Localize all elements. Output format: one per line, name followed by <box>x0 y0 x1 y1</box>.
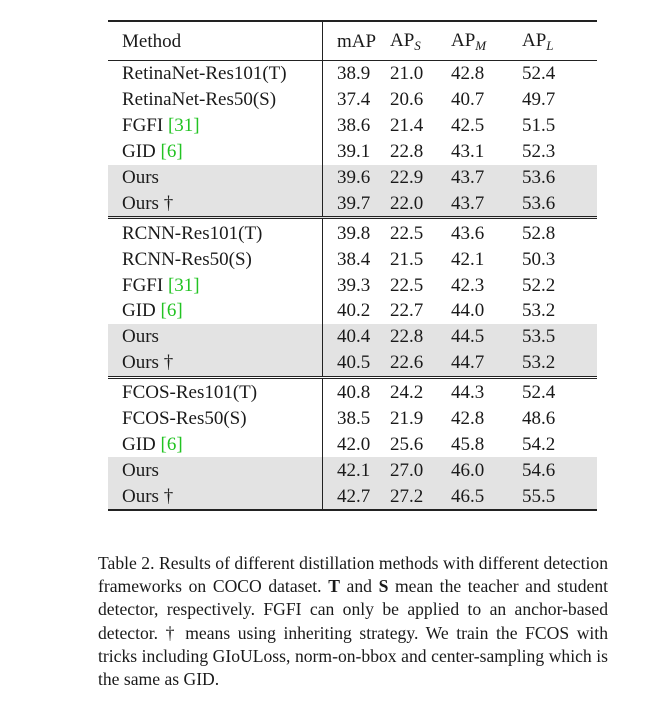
header-ap-l: $AP_L$ <box>522 21 597 61</box>
ap-s-cell: 22.5 <box>390 218 451 246</box>
table-caption: Table 2. Results of different distillation methods with different detection frameworks on COCO dataset. T and S mean the teacher and student detector, respectively. FGFI can only be applied to an anchor-based detector. † means using inheriting strategy. We train the FCOS with tricks including GIoULoss, norm-on-bbox and center-sampling which is the same as GID. <box>98 553 609 690</box>
method-name: GID <box>122 300 161 322</box>
method-name: FGFI <box>122 115 168 137</box>
table-row <box>108 218 597 246</box>
method-name: FGFI <box>122 274 168 296</box>
ap-l-cell: 54.6 <box>522 457 597 483</box>
header-method: Method <box>108 21 323 61</box>
ap-m-cell: 46.5 <box>451 483 522 510</box>
table-row <box>108 483 597 510</box>
ap-s-cell: 22.5 <box>390 274 424 296</box>
method-cell <box>108 457 323 483</box>
map-cell: 39.7 <box>323 190 391 217</box>
method-name: Ours † <box>122 192 174 214</box>
map-cell: 40.4 <box>323 324 391 350</box>
map-cell: 42.0 <box>337 433 371 455</box>
ap-m-cell: 44.5 <box>451 324 522 350</box>
ap-m-cell: 42.3 <box>451 274 485 296</box>
map-cell: 42.7 <box>323 483 391 510</box>
ap-l-cell: 55.5 <box>522 483 597 510</box>
ap-s-cell: 22.6 <box>390 350 451 377</box>
ap-l-cell: 53.6 <box>522 190 597 217</box>
method-cell <box>108 483 323 510</box>
citation-link[interactable]: [31] <box>167 274 200 296</box>
method-cell <box>108 324 323 350</box>
method-cell <box>108 61 323 87</box>
ap-s-cell: 22.9 <box>390 165 451 191</box>
ap-l-cell: 52.4 <box>522 377 597 405</box>
method-name: RetinaNet-Res101(T) <box>122 63 287 85</box>
table-row <box>108 298 597 324</box>
table-row <box>108 377 597 405</box>
table-row <box>108 406 597 432</box>
ap-l-cell: 49.7 <box>522 89 556 111</box>
ap-m-cell: 42.5 <box>451 115 485 137</box>
citation-link[interactable]: [6] <box>160 141 183 163</box>
map-cell: 39.8 <box>323 218 391 246</box>
table-row <box>108 246 597 272</box>
ap-m-cell: 42.1 <box>451 248 485 270</box>
method-cell <box>108 113 323 139</box>
ap-s-cell: 22.8 <box>390 141 424 163</box>
map-cell: 38.5 <box>337 408 371 430</box>
ap-s-cell: 21.4 <box>390 115 424 137</box>
citation-link[interactable]: [6] <box>160 300 183 322</box>
ap-l-cell: 54.2 <box>522 433 556 455</box>
ap-m-cell: 42.8 <box>451 63 485 85</box>
method-name: FCOS-Res50(S) <box>122 408 247 430</box>
ap-m-cell: 46.0 <box>451 457 522 483</box>
ap-l-cell: 52.3 <box>522 141 556 163</box>
method-cell <box>108 377 323 405</box>
table-row <box>108 190 597 217</box>
map-cell: 37.4 <box>337 89 371 111</box>
ap-m-cell: 44.7 <box>451 350 522 377</box>
method-name: Ours <box>122 326 159 348</box>
method-name: Ours † <box>122 352 174 374</box>
ap-s-cell: 20.6 <box>390 89 424 111</box>
ap-s-cell: 27.2 <box>390 483 451 510</box>
method-name: GID <box>122 433 161 455</box>
group-rcnn <box>108 218 597 377</box>
ap-m-cell: 43.7 <box>451 190 522 217</box>
ap-m-cell: 44.3 <box>451 377 522 405</box>
method-name: Ours <box>122 459 159 481</box>
method-cell <box>108 246 323 272</box>
table-row <box>108 87 597 113</box>
table-row <box>108 272 597 298</box>
group-fcos <box>108 377 597 510</box>
ap-l-cell: 52.2 <box>522 274 556 296</box>
ap-l-cell: 52.8 <box>522 218 597 246</box>
ap-l-cell: 53.5 <box>522 324 597 350</box>
method-name: Ours <box>122 167 159 188</box>
map-cell: 38.6 <box>337 115 371 137</box>
table-row <box>108 431 597 457</box>
ap-m-cell: 43.7 <box>451 165 522 191</box>
ap-l-cell: 53.2 <box>522 300 556 322</box>
table-row <box>108 61 597 87</box>
ap-l-cell: 53.6 <box>522 165 597 191</box>
ap-l-cell: 48.6 <box>522 408 556 430</box>
ap-l-cell: 53.2 <box>522 350 597 377</box>
method-cell <box>108 218 323 246</box>
table-row <box>108 350 597 377</box>
method-name: RCNN-Res50(S) <box>122 248 252 270</box>
ap-m-cell: 40.7 <box>451 89 485 111</box>
ap-m-cell: 42.8 <box>451 408 485 430</box>
header-ap-m: $AP_M$ <box>451 21 522 61</box>
ap-m-cell: 43.6 <box>451 218 522 246</box>
ap-s-cell: 21.0 <box>390 63 424 85</box>
method-name: RCNN-Res101(T) <box>122 222 263 244</box>
map-cell: 38.9 <box>337 63 371 85</box>
ap-m-cell: 44.0 <box>451 300 485 322</box>
group-retinanet <box>108 61 597 218</box>
map-cell: 38.4 <box>337 248 371 270</box>
ap-s-cell: 22.0 <box>390 190 451 217</box>
results-table <box>108 20 597 511</box>
map-cell: 39.3 <box>337 274 371 296</box>
map-cell: 40.2 <box>337 300 371 322</box>
map-cell: 39.1 <box>337 141 371 163</box>
map-cell: 42.1 <box>323 457 391 483</box>
ap-s-cell: 22.8 <box>390 324 451 350</box>
ap-l-cell: 50.3 <box>522 248 556 270</box>
ap-s-cell: 25.6 <box>390 433 424 455</box>
citation-link[interactable]: [6] <box>160 433 183 455</box>
map-cell: 39.6 <box>323 165 391 191</box>
ap-l-cell: 51.5 <box>522 115 556 137</box>
ap-m-cell: 43.1 <box>451 141 485 163</box>
citation-link[interactable]: [31] <box>167 115 200 137</box>
method-cell <box>108 431 323 457</box>
map-cell: 40.8 <box>323 377 391 405</box>
table-row <box>108 165 597 191</box>
table-row <box>108 324 597 350</box>
ap-m-cell: 45.8 <box>451 433 485 455</box>
method-cell <box>108 190 323 217</box>
ap-s-cell: 24.2 <box>390 377 451 405</box>
table-row <box>108 139 597 165</box>
method-cell <box>108 87 323 113</box>
method-cell <box>108 298 323 324</box>
method-name: Ours † <box>122 485 174 507</box>
header-ap-s: $AP_S$ <box>390 21 451 61</box>
method-cell <box>108 165 323 191</box>
ap-l-cell: 52.4 <box>522 63 556 85</box>
ap-s-cell: 21.9 <box>390 408 424 430</box>
method-cell <box>108 406 323 432</box>
method-name: RetinaNet-Res50(S) <box>122 89 277 111</box>
method-name: FCOS-Res101(T) <box>122 382 258 404</box>
header-row <box>108 21 597 61</box>
ap-s-cell: 21.5 <box>390 248 424 270</box>
method-cell <box>108 272 323 298</box>
method-cell <box>108 139 323 165</box>
map-cell: 40.5 <box>323 350 391 377</box>
header-map: mAP <box>323 21 391 61</box>
table-row <box>108 113 597 139</box>
method-cell <box>108 350 323 377</box>
ap-s-cell: 27.0 <box>390 457 451 483</box>
ap-s-cell: 22.7 <box>390 300 424 322</box>
method-name: GID <box>122 141 161 163</box>
table-row <box>108 457 597 483</box>
